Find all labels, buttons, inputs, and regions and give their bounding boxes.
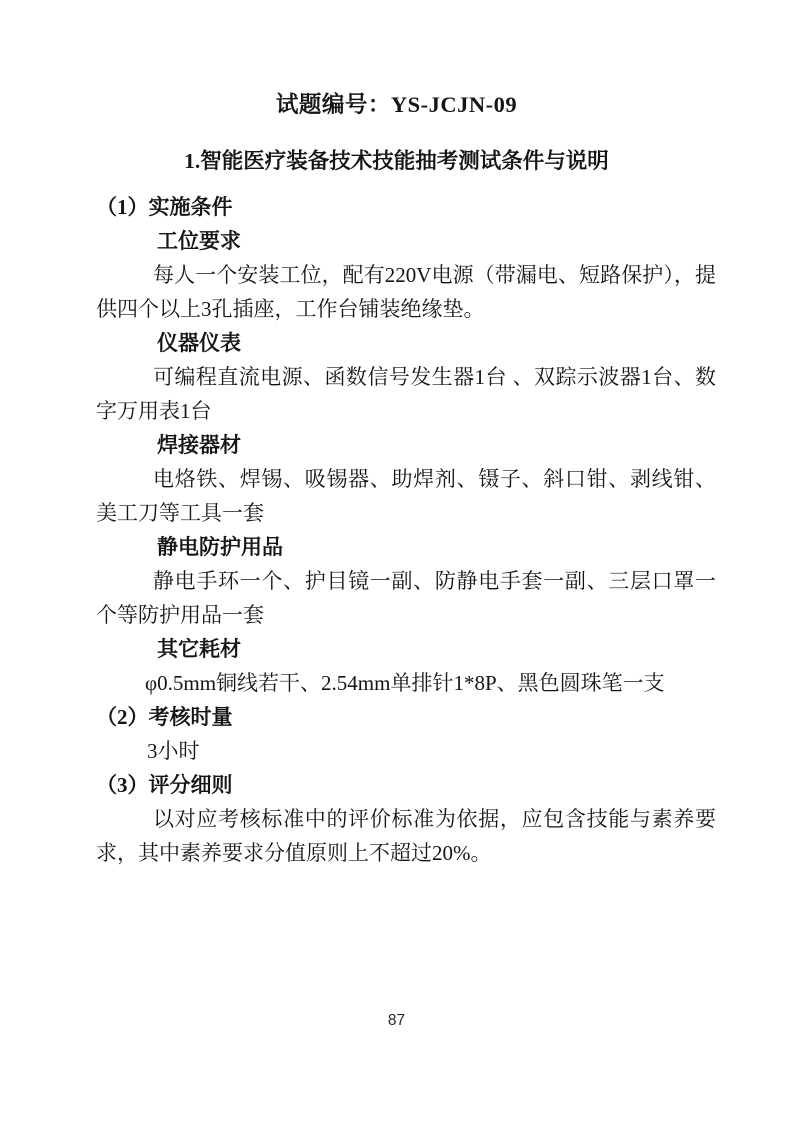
sub-heading-other-consumables: 其它耗材 bbox=[157, 637, 241, 661]
paragraph-duration: 3小时 bbox=[147, 739, 200, 763]
paragraph-scoring-details: 以对应考核标准中的评价标准为依据，应包含技能与素养要求，其中素养要求分值原则上不超过20%。 bbox=[96, 807, 716, 865]
paragraph-instruments-details: 可编程直流电源、函数信号发生器1台 、双踪示波器1台、数字万用表1台 bbox=[96, 365, 716, 423]
sub-heading-workstation-requirements: 工位要求 bbox=[157, 229, 241, 253]
paragraph-workstation-details: 每人一个安装工位，配有220V电源（带漏电、短路保护），提供四个以上3孔插座，工作台铺装绝缘垫。 bbox=[96, 263, 716, 321]
sub-heading-soldering-equipment: 焊接器材 bbox=[157, 433, 241, 457]
sub-heading-esd-protection: 静电防护用品 bbox=[157, 535, 283, 559]
numbered-heading-implementation-conditions: （1）实施条件 bbox=[96, 195, 233, 219]
document-body bbox=[96, 190, 716, 870]
paragraph-soldering-details: 电烙铁、焊锡、吸锡器、助焊剂、镊子、斜口钳、剥线钳、美工刀等工具一套 bbox=[96, 467, 716, 525]
main-heading: 1.智能医疗装备技术技能抽考测试条件与说明 bbox=[184, 149, 609, 173]
sub-heading-instruments: 仪器仪表 bbox=[157, 331, 241, 355]
paragraph-esd-details: 静电手环一个、护目镜一副、防静电手套一副、三层口罩一个等防护用品一套 bbox=[96, 569, 716, 627]
numbered-heading-assessment-duration: （2）考核时量 bbox=[96, 705, 233, 729]
numbered-heading-scoring-rules: （3）评分细则 bbox=[96, 773, 233, 797]
paragraph-consumables-details: φ0.5mm铜线若干、2.54mm单排针1*8P、黑色圆珠笔一支 bbox=[145, 671, 665, 695]
exam-code-title: 试题编号：YS-JCJN-09 bbox=[275, 92, 518, 117]
page-number: 87 bbox=[387, 1012, 406, 1029]
